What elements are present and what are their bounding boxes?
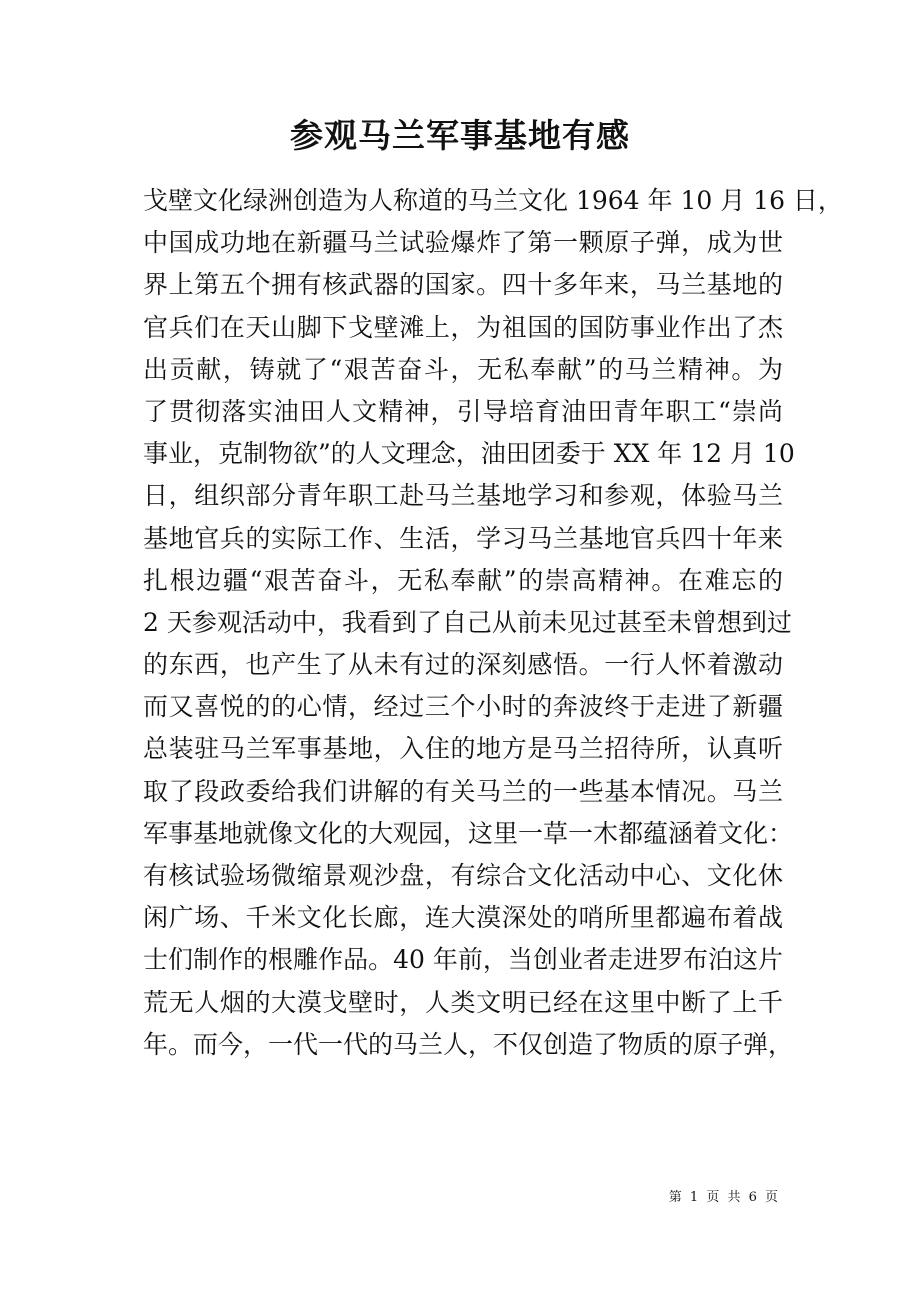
body-line: 了贯彻落实油田人文精神，引导培育油田青年职工“崇尚 bbox=[143, 396, 783, 426]
body-line: 士们制作的根雕作品。40 年前，当创业者走进罗布泊这片 bbox=[143, 945, 783, 975]
body-line: 军事基地就像文化的大观园，这里一草一木都蕴涵着文化： bbox=[143, 818, 794, 848]
body-line: 的东西，也产生了从未有过的深刻感悟。一行人怀着激动 bbox=[143, 650, 783, 680]
body-line: 取了段政委给我们讲解的有关马兰的一些基本情况。马兰 bbox=[143, 776, 783, 806]
body-line: 戈壁文化绿洲创造为人称道的马兰文化 1964 年 10 月 16 日， bbox=[143, 186, 843, 215]
body-line: 界上第五个拥有核武器的国家。四十多年来，马兰基地的 bbox=[143, 270, 783, 300]
body-line: 总装驻马兰军事基地，入住的地方是马兰招待所，认真听 bbox=[143, 734, 783, 764]
body-line: 官兵们在天山脚下戈壁滩上，为祖国的国防事业作出了杰 bbox=[143, 312, 783, 342]
body-line: 2 天参观活动中，我看到了自己从前未见过甚至未曾想到过 bbox=[143, 607, 792, 637]
body-line: 有核试验场微缩景观沙盘，有综合文化活动中心、文化休 bbox=[143, 861, 783, 890]
body-line: 而又喜悦的的心情，经过三个小时的奔波终于走进了新疆 bbox=[143, 692, 783, 722]
body-line: 闲广场、千米文化长廊，连大漠深处的哨所里都遍布着战 bbox=[143, 903, 783, 933]
body-line: 扎根边疆“艰苦奋斗，无私奉献”的崇高精神。在难忘的 bbox=[143, 565, 783, 595]
body-line: 荒无人烟的大漠戈壁时，人类文明已经在这里中断了上千 bbox=[143, 987, 783, 1017]
document-title: 参观马兰军事基地有感 bbox=[290, 116, 630, 155]
body-line: 事业，克制物欲”的人文理念，油田团委于 XX 年 12 月 10 bbox=[143, 439, 795, 469]
body-line: 日，组织部分青年职工赴马兰基地学习和参观，体验马兰 bbox=[143, 481, 783, 511]
body-text bbox=[143, 180, 843, 1066]
body-line: 基地官兵的实际工作、生活，学习马兰基地官兵四十年来 bbox=[143, 523, 783, 553]
page-number-footer: 第 1 页 共 6 页 bbox=[668, 1190, 780, 1205]
body-line: 年。而今，一代一代的马兰人，不仅创造了物质的原子弹， bbox=[143, 1029, 794, 1059]
body-line: 出贡献，铸就了“艰苦奋斗，无私奉献”的马兰精神。为 bbox=[143, 354, 783, 384]
body-line: 中国成功地在新疆马兰试验爆炸了第一颗原子弹，成为世 bbox=[143, 228, 783, 258]
